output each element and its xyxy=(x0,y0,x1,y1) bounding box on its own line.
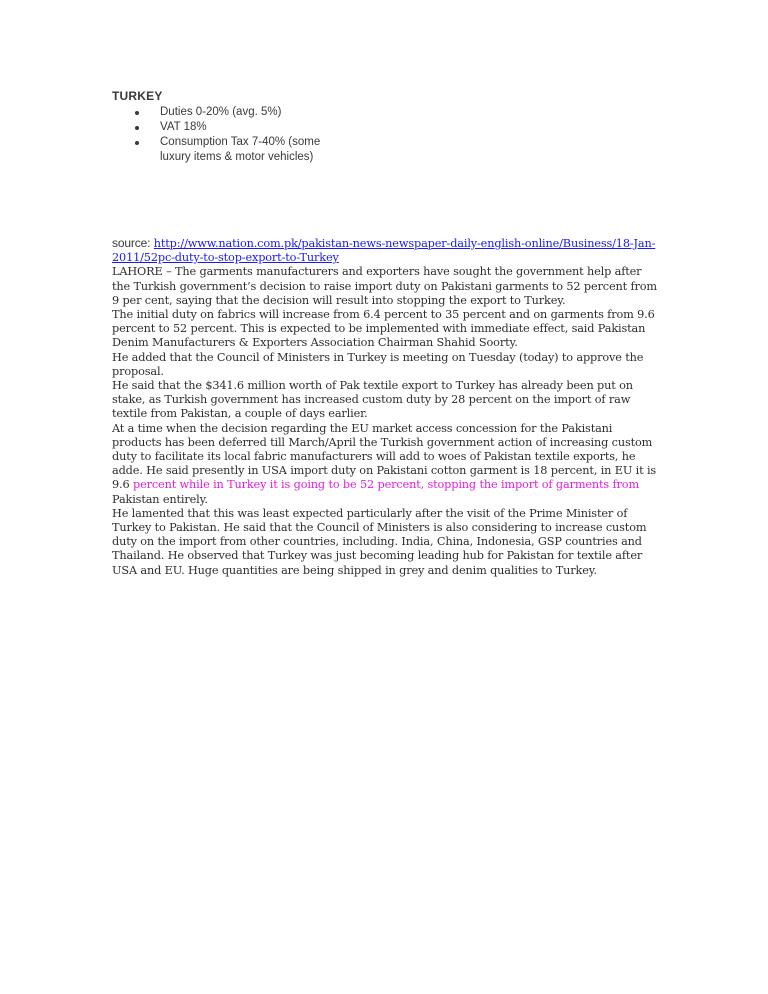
list-item xyxy=(112,105,390,120)
paragraph-5-text: At a time when the decision regarding the EU market access concession for the Pakistani products has been deferred till March/April the Turkish government action of increasing custom duty to facilitate its local fabric manufacturers will add to woes of Pakistan textile exports, he adde. He said presently in USA import duty on Pakistani cotton garment is 18 percent, in EU it is 9.6 xyxy=(112,421,657,492)
article-paragraph-3: He added that the Council of Ministers in Turkey is meeting on Tuesday (today) to approve the proposal. xyxy=(112,350,644,378)
list-item xyxy=(112,135,390,165)
bullet-icon xyxy=(135,141,139,145)
paragraph-5-end: Pakistan entirely. xyxy=(112,492,208,506)
article-paragraph-5 xyxy=(112,422,660,507)
tax-bullet-list xyxy=(112,105,390,165)
bullet-icon xyxy=(135,126,139,130)
article-paragraph-1: LAHORE – The garments manufacturers and exporters have sought the government help after the Turkish government’s decision to raise import duty on Pakistani garments to 52 percent from 9 per cent, saying that the decision will result into stopping the export to Turkey. xyxy=(112,265,657,307)
source-link[interactable]: http://www.nation.com.pk/pakistan-news-newspaper-daily-english-online/Business/18-Jan-2011/52pc-duty-to-stop-export-to-Turkey xyxy=(112,237,656,265)
source-line xyxy=(112,236,660,265)
bullet-text-consumption-tax: Consumption Tax 7-40% (some luxury items & motor vehicles) xyxy=(160,136,321,163)
article-paragraph-6: He lamented that this was least expected particularly after the visit of the Prime Minister of Turkey to Pakistan. He said that the Council of Ministers is also considering to increase custom duty on the import from other countries, including. India, China, Indonesia, GSP countries and Thailand. He observed that Turkey was just becoming leading hub for Pakistan for textile after USA and EU. Huge quantities are being shipped in grey and denim qualities to Turkey. xyxy=(112,506,647,577)
article-paragraph-2: The initial duty on fabrics will increase from 6.4 percent to 35 percent and on garments from 9.6 percent to 52 percent. This is expected to be implemented with immediate effect, said Pakistan Denim Manufacturers & Exporters Association Chairman Shahid Soorty. xyxy=(112,308,655,350)
highlighted-text: percent while in Turkey it is going to be 52 percent, stopping the import of garments from xyxy=(132,478,640,492)
bullet-text-duties: Duties 0-20% (avg. 5%) xyxy=(160,106,282,118)
article-paragraph-4: He said that the $341.6 million worth of Pak textile export to Turkey has already been put on stake, as Turkish government has increased custom duty by 28 percent on the import of raw textile from Pakistan, a couple of days earlier. xyxy=(112,379,633,421)
source-label: source: xyxy=(112,236,151,250)
bullet-text-vat: VAT 18% xyxy=(160,121,207,133)
bullet-icon xyxy=(135,111,139,115)
section-heading: TURKEY xyxy=(112,89,163,103)
news-article xyxy=(112,236,660,578)
list-item xyxy=(112,120,390,135)
